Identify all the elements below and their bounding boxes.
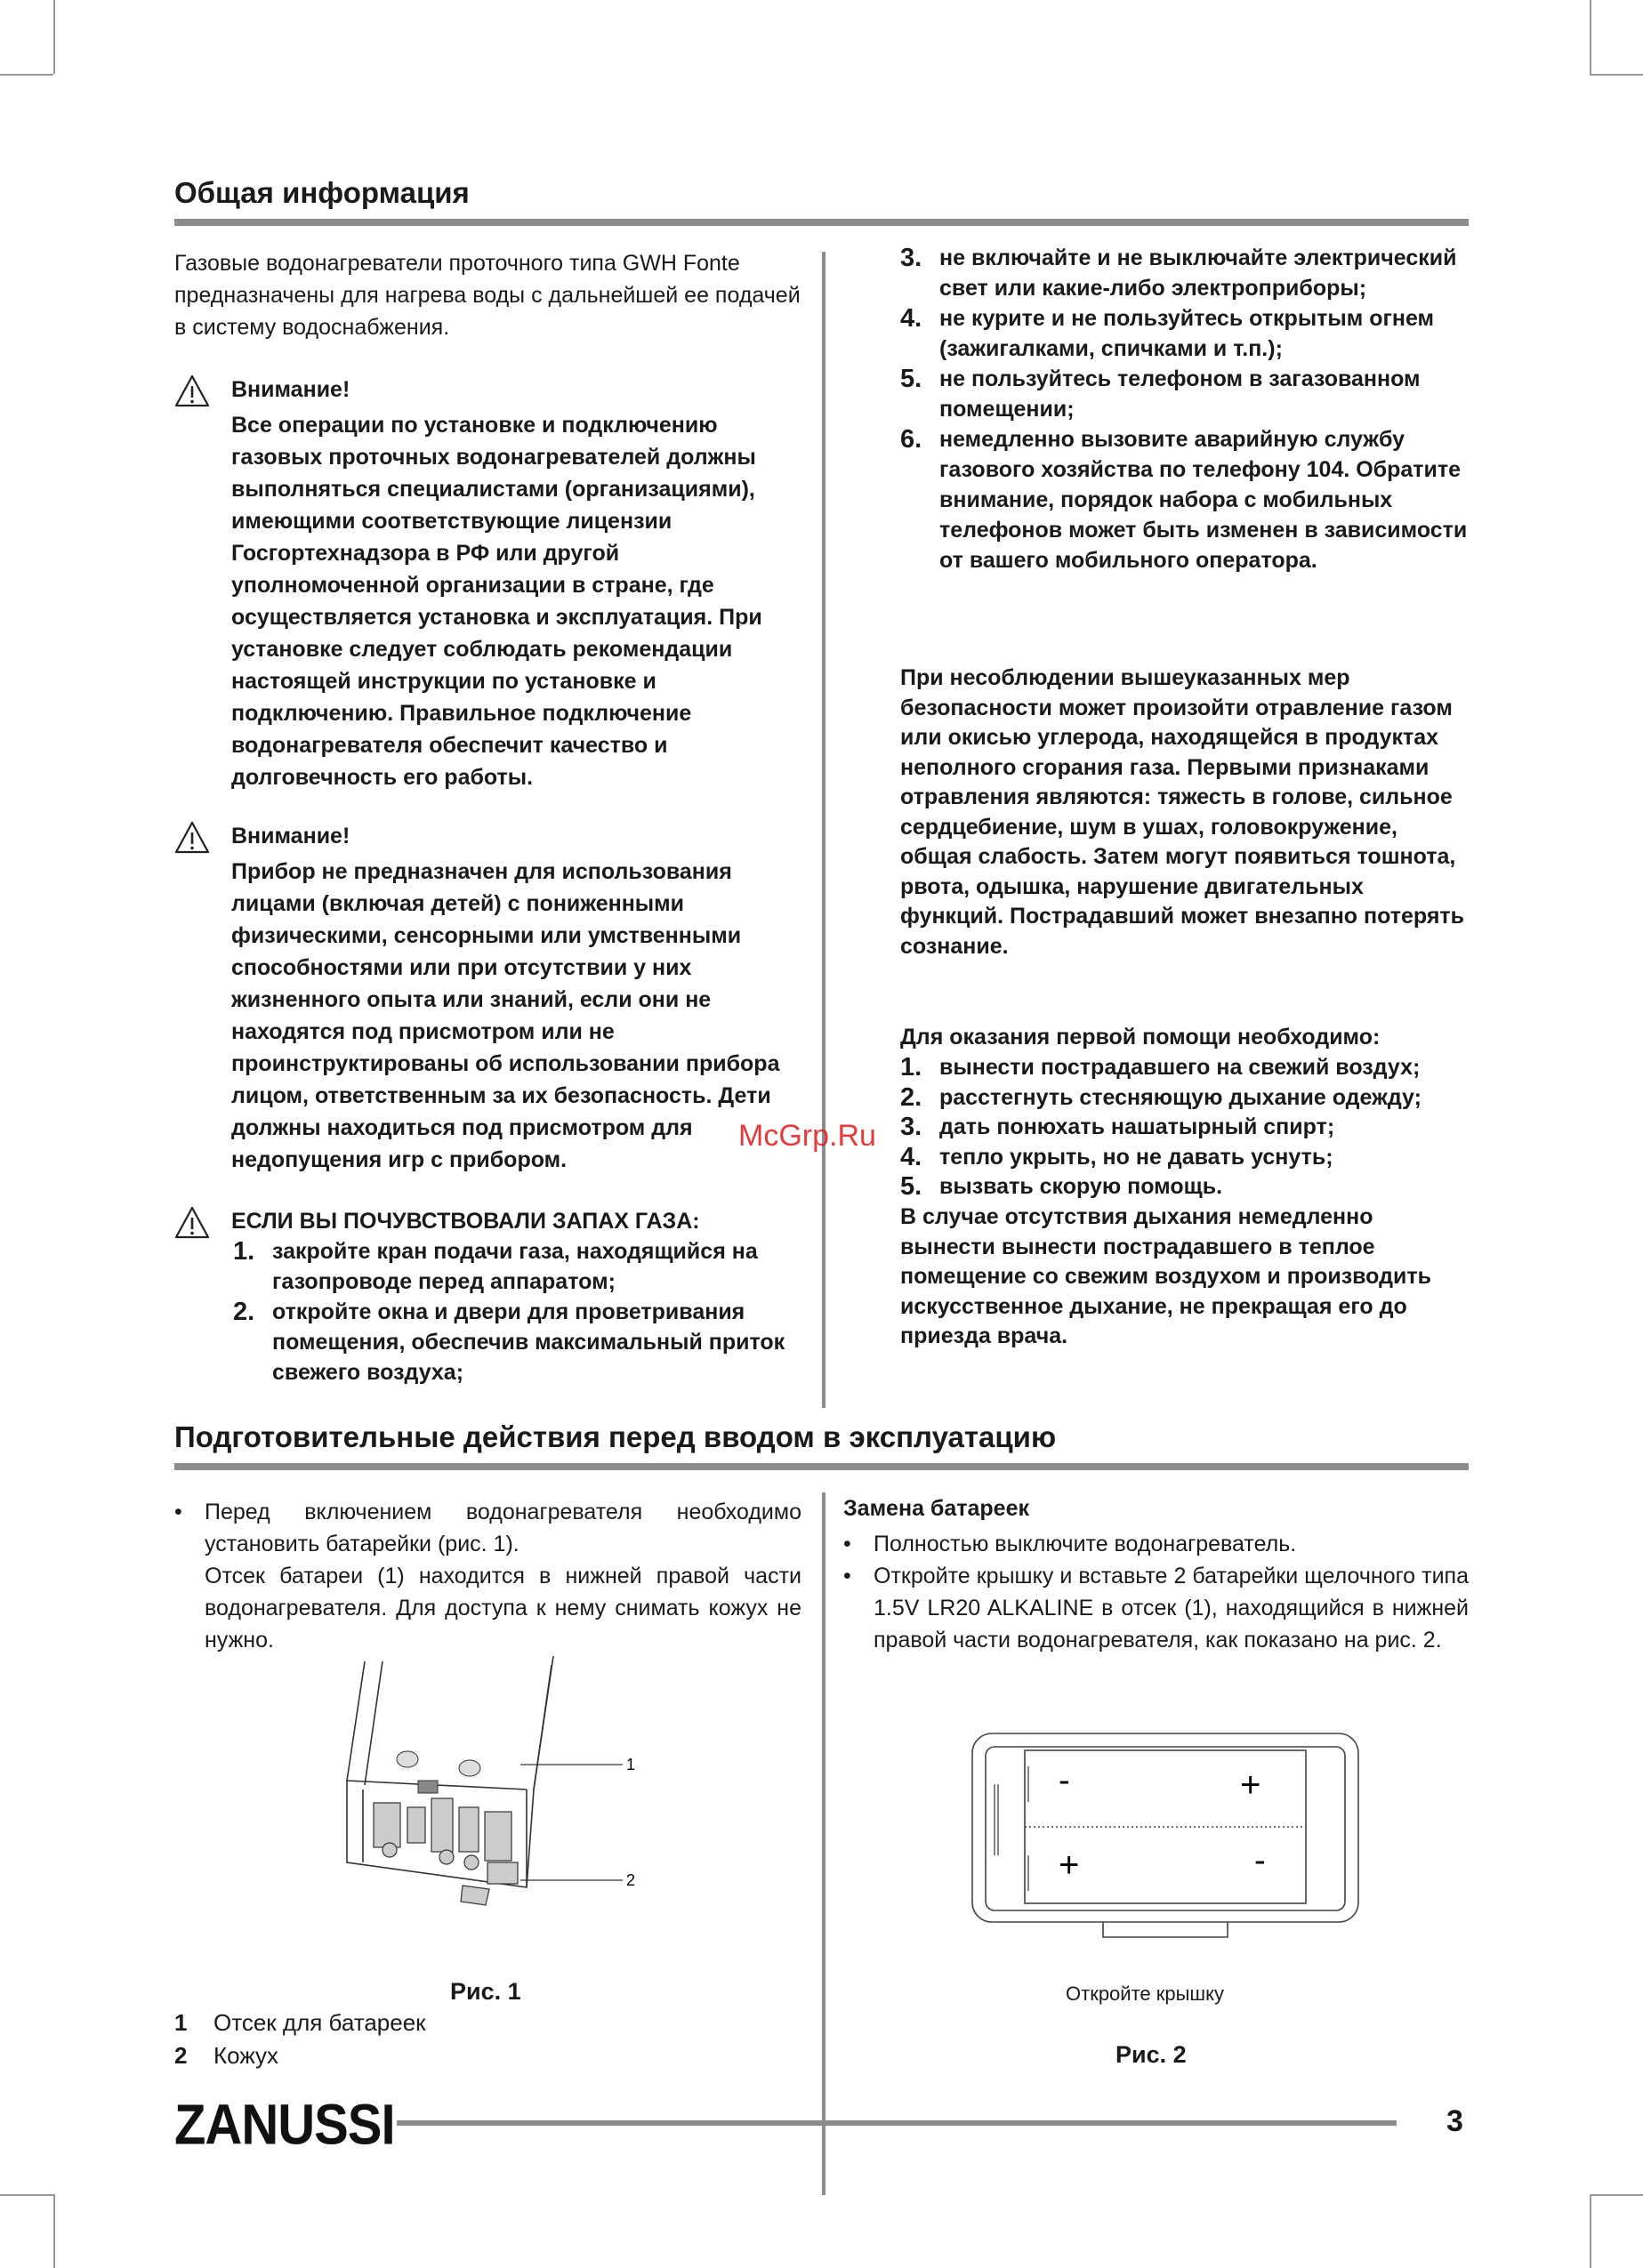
list-item: • Перед включением водонагревателя необходимо установить батарейки (рис. 1). Отсек батареи (1) находится в нижней правой части водонагревателя. Для доступа к нему снимать кожух не нужно. [174, 1496, 801, 1656]
column-divider [822, 1492, 826, 2195]
gas-steps-right [900, 243, 1470, 575]
list-item: 5. вызвать скорую помощь. [900, 1172, 1223, 1201]
first-aid-title: Для оказания первой помощи необходимо: [900, 1025, 1381, 1050]
intro-paragraph: Газовые водонагреватели проточного типа GWH Fonte предназначены для нагрева воды с дальнейшей ее подачей в систему водоснабжения. [174, 251, 801, 340]
gas-steps-left [233, 1236, 802, 1387]
list-item: 4. тепло укрыть, но не давать уснуть; [900, 1142, 1333, 1171]
warning-text: Все операции по установке и подключению газовых проточных водонагревателей должны выполняться специалистами (организациями), имеющими соответствующие лицензии Госгортехнадзора в РФ или другой уполномоченной организации в стране, где осуществляется установка и эксплуатация. При установке следует соблюдать рекомендации настоящей инструкции по установке и подключению. Правильное подключение водонагревателя обеспечит качество и долговечность его работы. [231, 413, 762, 790]
battery-bullets [843, 1528, 1469, 1656]
section-rule [174, 1463, 1469, 1470]
zanussi-logo: ZANUSSI [174, 2093, 395, 2157]
figure-2-caption: Рис. 2 [1115, 2041, 1187, 2068]
warning-triangle-icon [174, 1205, 210, 1241]
gas-warning-title: ЕСЛИ ВЫ ПОЧУВСТВОВАЛИ ЗАПАХ ГАЗА: [231, 1209, 700, 1234]
plus-sign: + [1240, 1765, 1261, 1805]
first-aid-steps [900, 1053, 1470, 1202]
list-item: 2. расстегнуть стесняющую дыхание одежду; [900, 1082, 1422, 1112]
callout-1: 1 [626, 1756, 636, 1773]
column-divider [822, 252, 826, 1408]
crop-mark [53, 2194, 55, 2268]
battery-compartment-illustration [970, 1731, 1361, 1944]
water-heater-illustration [329, 1656, 649, 1941]
legend-item: 1 Отсек для батареек [174, 2009, 426, 2036]
crop-mark [1590, 0, 1591, 74]
footer-rule [397, 2120, 1397, 2126]
figure-2-note: Откройте крышку [1066, 1982, 1224, 2005]
crop-mark [0, 74, 53, 76]
control-knob-left [397, 1751, 418, 1767]
list-item: 3. дать понюхать нашатырный спирт; [900, 1113, 1335, 1141]
list-item: 2. откройте окна и двери для проветривания помещения, обеспечив максимальный приток свежего воздуха; [233, 1298, 785, 1385]
section-title-general-info: Общая информация [174, 176, 470, 209]
crop-mark [53, 0, 55, 74]
callout-2: 2 [626, 1871, 636, 1889]
section-title-preparation: Подготовительные действия перед вводом в эксплуатацию [174, 1420, 1057, 1453]
section-rule [174, 219, 1469, 226]
warning-triangle-icon [174, 374, 210, 409]
page-number: 3 [1446, 2104, 1463, 2138]
crop-mark [0, 2194, 53, 2196]
plus-sign: + [1059, 1846, 1080, 1885]
list-item: 6. немедленно вызовите аварийную службу газового хозяйства по телефону 104. Обратите внимание, порядок набора с мобильных телефонов может быть изменен в зависимости от вашего мобильного оператора. [900, 425, 1468, 573]
legend-item: 2 Кожух [174, 2042, 278, 2069]
warning-block-1 [174, 374, 801, 792]
watermark: McGrp.Ru [738, 1119, 876, 1153]
minus-sign: - [1059, 1762, 1070, 1799]
list-item: 5. не пользуйтесь телефоном в загазованном помещении; [900, 365, 1421, 422]
figure-1-legend [174, 2007, 426, 2072]
list-item: • Полностью выключите водонагреватель. [843, 1528, 1469, 1560]
control-knob-right [459, 1760, 480, 1776]
figure-1-caption: Рис. 1 [450, 1978, 521, 2005]
preparation-bullets [174, 1496, 801, 1656]
crop-mark [1590, 2194, 1643, 2196]
list-item: • Откройте крышку и вставьте 2 батарейки щелочного типа 1.5V LR20 ALKALINE в отсек (1), находящийся в нижней правой части водонагревателя, как показано на рис. 2. [843, 1560, 1469, 1656]
list-item: 1. вынести пострадавшего на свежий воздух; [900, 1053, 1421, 1082]
list-item: 3. не включайте и не выключайте электрический свет или какие-либо электроприборы; [900, 244, 1457, 301]
warning-title: Внимание! [231, 377, 350, 402]
battery-replacement-title: Замена батареек [843, 1496, 1029, 1521]
warning-block-2 [174, 820, 801, 1176]
minus-sign: - [1254, 1842, 1266, 1879]
warning-title: Внимание! [231, 824, 350, 848]
first-aid-closing: В случае отсутствия дыхания немедленно вынести вынести пострадавшего в теплое помещение со свежим воздухом и производить искусственное дыхание, не прекращая его до приезда врача. [900, 1204, 1431, 1348]
warning-text: Прибор не предназначен для использования лицами (включая детей) с пониженными физическими, сенсорными или умственными способностями или при отсутствии у них жизненного опыта или знаний, если они не находятся под присмотром или не проинструктированы об использовании прибора лицом, ответственным за их безопасность. Дети должны находиться под присмотром для недопущения игр с прибором. [231, 859, 780, 1172]
list-item: 4. не курите и не пользуйтесь открытым огнем (зажигалками, спичками и т.п.); [900, 304, 1435, 361]
poisoning-paragraph: При несоблюдении вышеуказанных мер безопасности может произойти отравление газом или окисью углерода, находящейся в продуктах неполного сгорания газа. Первыми признаками отравления являются: тяжесть в голове, сильное сердцебиение, шум в ушах, головокружение, общая слабость. Затем могут появиться тошнота, рвота, одышка, нарушение двигательных функций. Пострадавший может внезапно потерять сознание. [900, 665, 1465, 959]
crop-mark [1590, 2194, 1591, 2268]
crop-mark [1590, 74, 1643, 76]
list-item: 1. закройте кран подачи газа, находящийся на газопроводе перед аппаратом; [233, 1237, 758, 1294]
warning-triangle-icon [174, 820, 210, 856]
